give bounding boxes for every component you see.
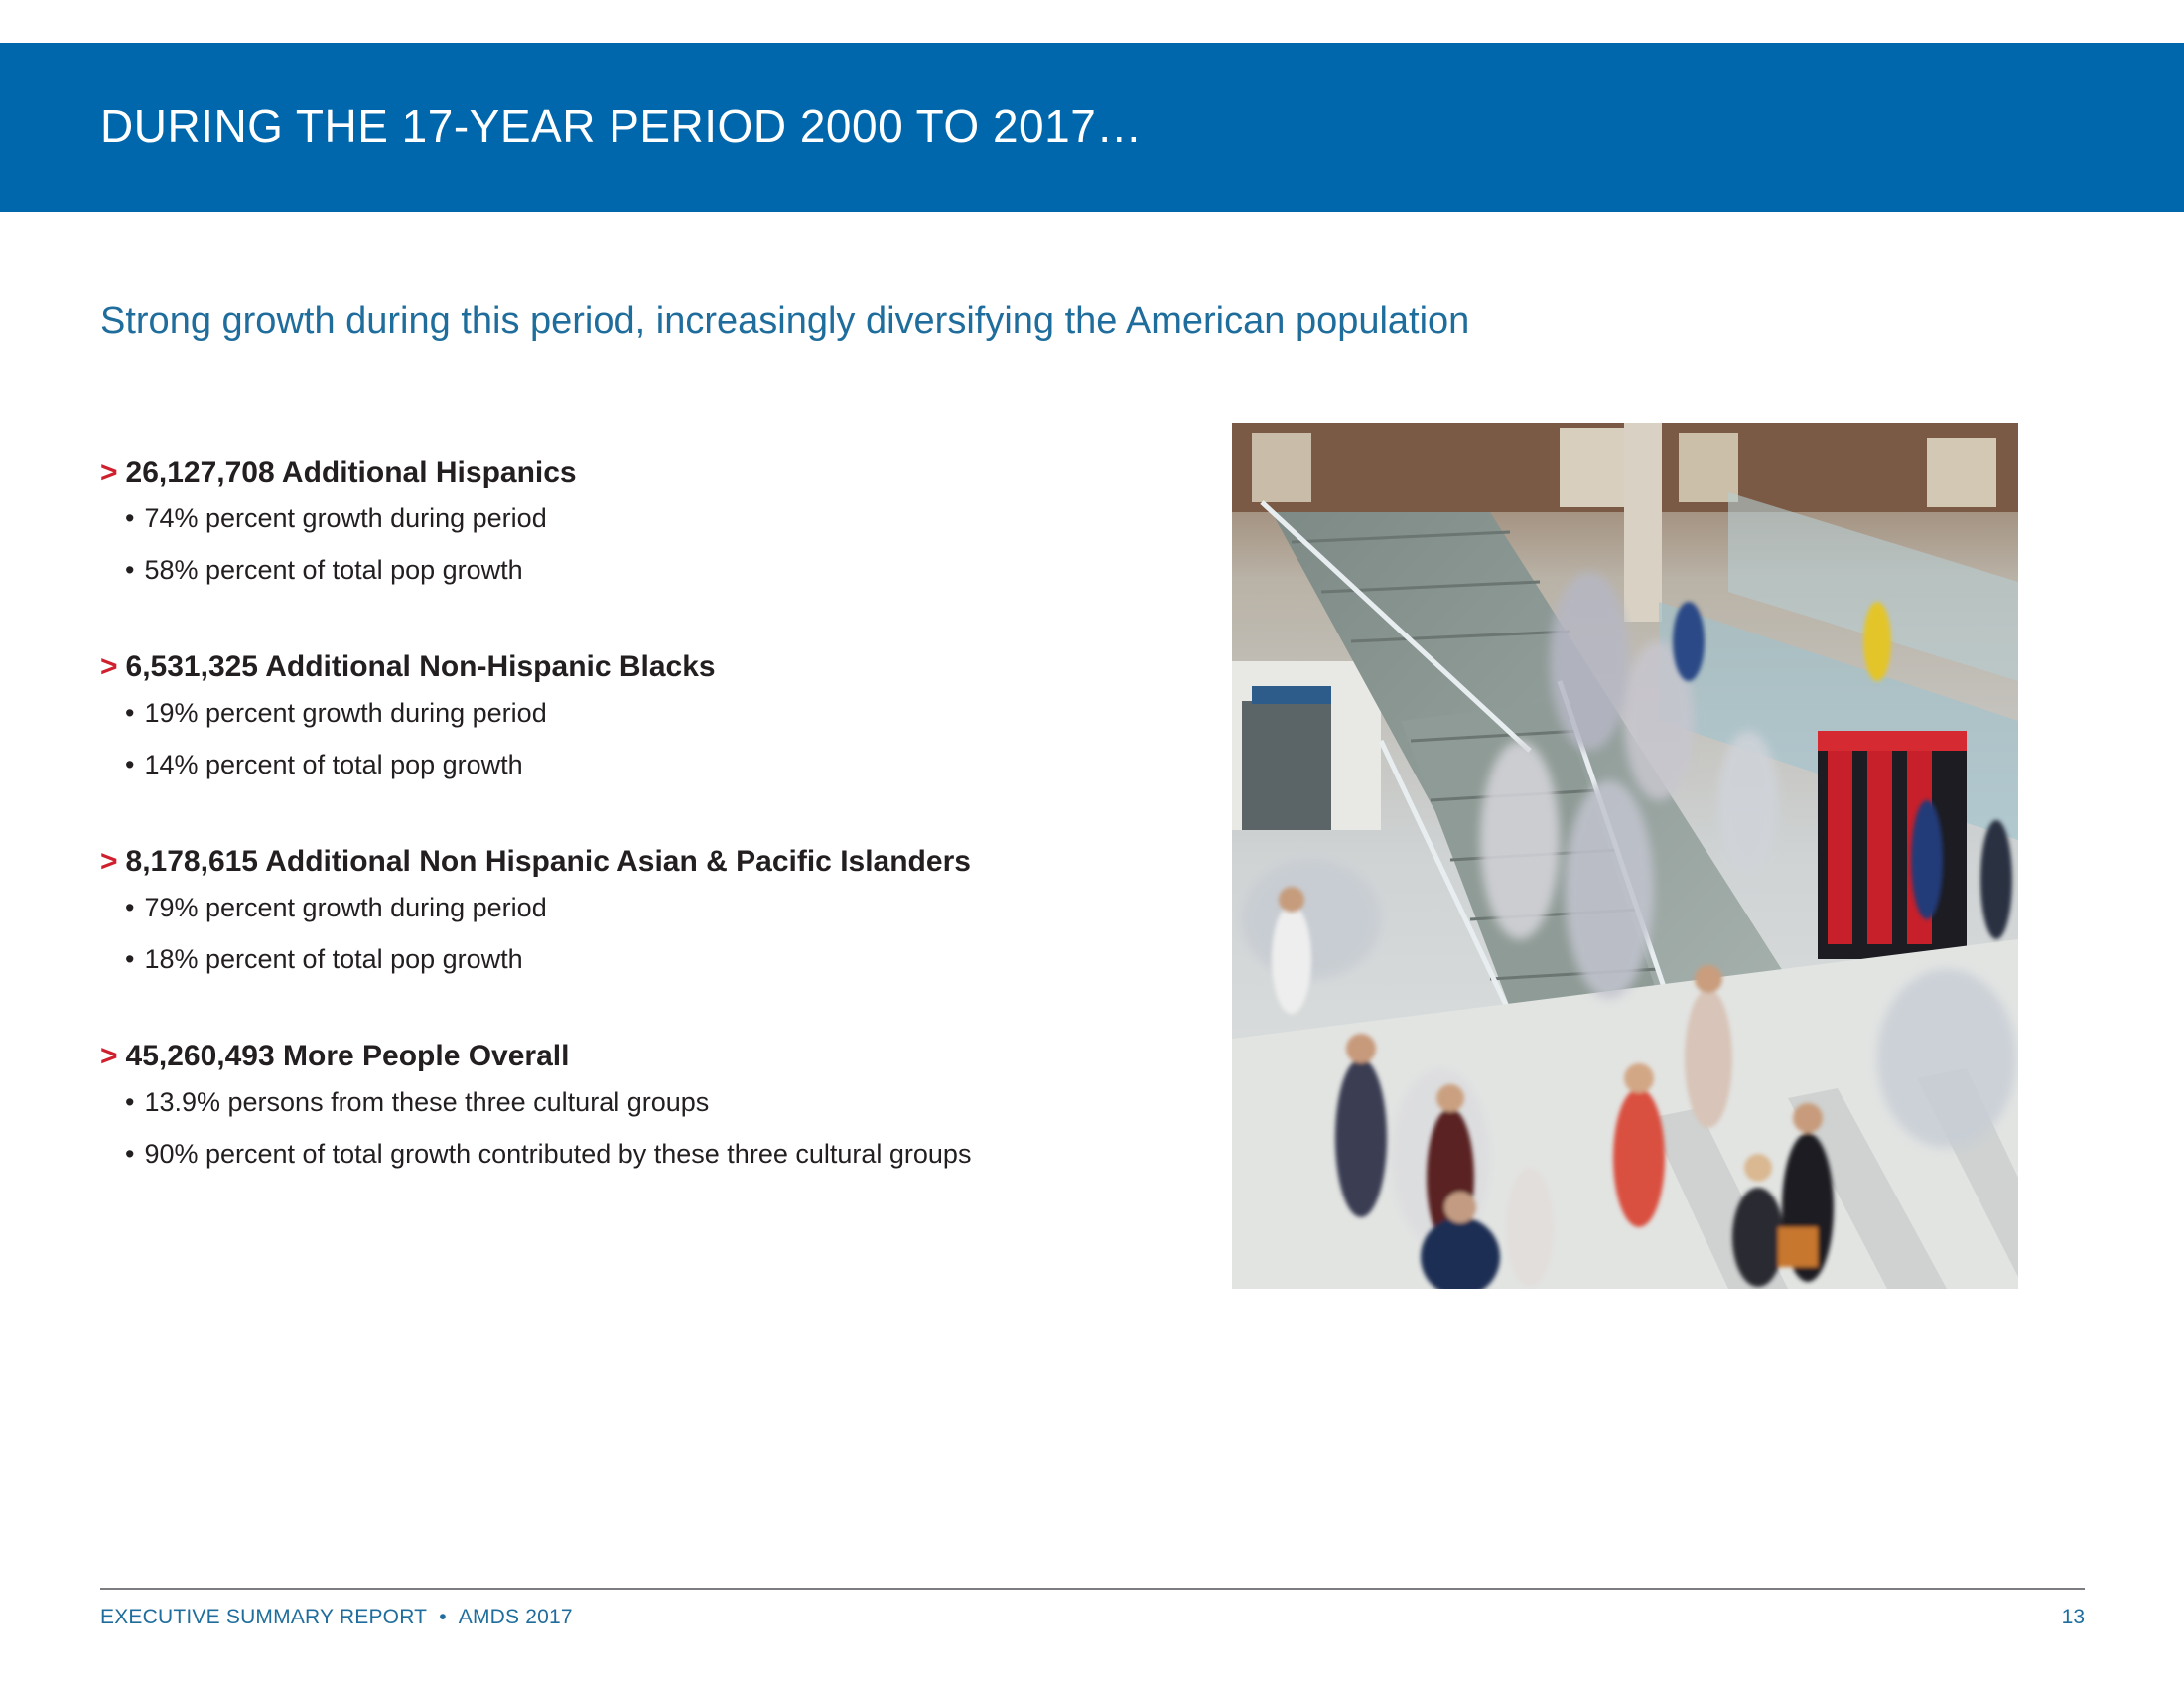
stats-list: [100, 453, 1192, 1231]
bullet-icon: •: [125, 698, 135, 728]
crowd-station-photo: [1232, 423, 2018, 1289]
stat-bullet: [100, 739, 1192, 790]
bullet-icon: •: [125, 503, 135, 533]
stat-group-hispanics: [100, 453, 1192, 596]
bullet-icon: •: [125, 944, 135, 974]
footer-separator: •: [439, 1606, 447, 1628]
stat-group-blacks: [100, 647, 1192, 790]
stat-bullet-text: 13.9% persons from these three cultural groups: [144, 1087, 710, 1117]
chevron-right-icon: >: [100, 845, 118, 878]
page-number: 13: [2061, 1606, 2085, 1628]
stat-group-asian-pacific: [100, 842, 1192, 985]
photo-illustration: [1232, 423, 2018, 1289]
stat-bullet: [100, 687, 1192, 739]
bullet-icon: •: [125, 893, 135, 922]
stat-bullet: [100, 882, 1192, 933]
stat-bullet-text: 19% percent growth during period: [144, 698, 547, 728]
page-subtitle: Strong growth during this period, increasingly diversifying the American population: [100, 300, 1470, 342]
stat-heading-text: 8,178,615 Additional Non Hispanic Asian & Pacific Islanders: [125, 845, 971, 878]
stat-bullet-text: 90% percent of total growth contributed by these three cultural groups: [144, 1139, 972, 1169]
bullet-icon: •: [125, 750, 135, 779]
stat-bullet: [100, 933, 1192, 985]
bullet-icon: •: [125, 555, 135, 585]
stat-bullet-text: 14% percent of total pop growth: [144, 750, 523, 779]
footer-edition: AMDS 2017: [458, 1606, 573, 1628]
stat-heading-text: 6,531,325 Additional Non-Hispanic Blacks: [125, 650, 716, 683]
stat-heading: [100, 453, 1192, 492]
page-title: DURING THE 17-YEAR PERIOD 2000 TO 2017…: [100, 100, 1143, 152]
stat-bullet-text: 18% percent of total pop growth: [144, 944, 523, 974]
bullet-icon: •: [125, 1139, 135, 1169]
footer-report-name: EXECUTIVE SUMMARY REPORT: [100, 1606, 428, 1628]
stat-bullet-text: 58% percent of total pop growth: [144, 555, 523, 585]
stat-bullet: [100, 492, 1192, 544]
stat-heading: [100, 842, 1192, 882]
bullet-icon: •: [125, 1087, 135, 1117]
stat-bullet-text: 74% percent growth during period: [144, 503, 547, 533]
chevron-right-icon: >: [100, 456, 118, 489]
footer-divider: [100, 1588, 2085, 1590]
chevron-right-icon: >: [100, 650, 118, 683]
chevron-right-icon: >: [100, 1040, 118, 1072]
stat-bullet-text: 79% percent growth during period: [144, 893, 547, 922]
stat-group-overall: [100, 1037, 1192, 1180]
stat-bullet: [100, 544, 1192, 596]
stat-bullet: [100, 1076, 1192, 1128]
stat-heading-text: 26,127,708 Additional Hispanics: [125, 456, 577, 489]
stat-heading: [100, 647, 1192, 687]
footer-report-label: [100, 1606, 573, 1629]
stat-heading: [100, 1037, 1192, 1076]
stat-heading-text: 45,260,493 More People Overall: [125, 1040, 570, 1072]
stat-bullet: [100, 1128, 1192, 1180]
